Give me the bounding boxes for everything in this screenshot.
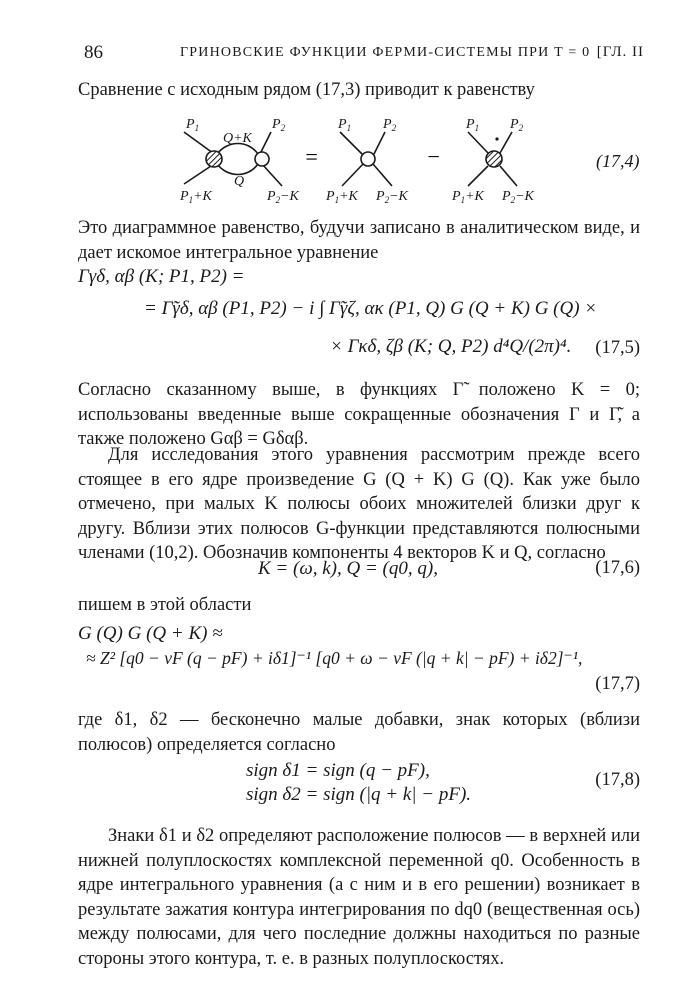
label-p1k: $P_1+K$ <box>180 189 212 205</box>
label-p2k-c: $P_2-K$ <box>502 189 534 205</box>
eq-17-7-line2: ≈ Z² [q0 − vF (q − pF) + iδ1]⁻¹ [q0 + ω − vF (|q + k| − pF) + iδ2]⁻¹, <box>86 648 583 668</box>
label-p1-c: $P_1$ <box>466 117 480 133</box>
label-qk: Q+K <box>223 131 252 146</box>
eq-17-6: K = (ω, k), Q = (q0, q), <box>258 558 438 579</box>
label-p2-b: $P_2$ <box>383 117 397 133</box>
vertex-open <box>255 152 269 166</box>
label-p1: $P_1$ <box>186 117 200 133</box>
equation-number-17-5: (17,5) <box>595 338 640 358</box>
running-header <box>84 42 644 66</box>
paragraph-kernel <box>78 443 640 566</box>
section-label: [ГЛ. II <box>596 44 644 60</box>
paragraph-poles-text: Знаки δ1 и δ2 определяют расположение полюсов — в верхней или нижней полуплоскостях комплексной переменной q0. Особенность в ядре интегрального уравнения (а с ним и в его решении) возникает в результате зажатия контура интегрирования по dq0 (вещественная ось) между полюсами, для чего последние должны находиться по разные стороны этого контура, т. е. в разных полуплоскостях. <box>78 826 640 969</box>
paragraph-gamma-note: Согласно сказанному выше, в функциях Γ̃ положено K = 0; использованы введенные выше сокращенные обозначения Γ и Γ̃, а также положено Gαβ = Gδαβ. <box>78 380 640 450</box>
label-p2: $P_2$ <box>272 117 286 133</box>
diagram-equation-17-4 <box>170 112 650 208</box>
vertex-hatched <box>206 151 222 167</box>
minus-sign: − <box>426 144 441 169</box>
diagram-hatched-vertex <box>468 132 517 186</box>
paragraph-delta-def: где δ1, δ2 — бесконечно малые добавки, знак которых (вблизи полюсов) определяется согласно <box>78 710 640 755</box>
label-q: Q <box>234 174 245 189</box>
paragraph-intro: Сравнение с исходным рядом (17,3) приводит к равенству <box>78 80 535 100</box>
paragraph-integral-eq: Это диаграммное равенство, будучи записано в аналитическом виде, и дает искомое интегральное уравнение <box>78 218 640 263</box>
eq-17-5-line1: Γγδ, αβ (K; P1, P2) = <box>78 266 245 287</box>
equation-number-17-8: (17,8) <box>595 770 640 790</box>
equation-number-17-4: (17,4) <box>596 151 640 171</box>
paragraph-in-region: пишем в этой области <box>78 595 252 615</box>
equation-number-17-6: (17,6) <box>595 558 640 578</box>
eq-17-8-line2: sign δ2 = sign (|q + k| − pF). <box>246 784 472 805</box>
eq-17-5-line2: = Γ̃γδ, αβ (P1, P2) − i ∫ Γ̃γζ, ακ (P1, Q) G (Q + K) G (Q) × <box>144 298 598 319</box>
page-number: 86 <box>84 42 103 63</box>
label-p1-b: $P_1$ <box>338 117 352 133</box>
propagator-q <box>217 164 258 175</box>
line-p2-in <box>261 132 271 152</box>
paragraph-poles <box>78 824 640 972</box>
label-p1k-c: $P_1+K$ <box>452 189 484 205</box>
dot-marker <box>495 137 498 140</box>
label-p2k-b: $P_2-K$ <box>376 189 408 205</box>
running-title: ГРИНОВСКИЕ ФУНКЦИИ ФЕРМИ-СИСТЕМЫ ПРИ T = 0 <box>180 45 591 60</box>
diagram-open-vertex <box>340 132 392 186</box>
eq-17-8-line1: sign δ1 = sign (q − pF), <box>246 760 430 781</box>
eq-17-7-line1: G (Q) G (Q + K) ≈ <box>78 623 223 644</box>
label-p2-c: $P_2$ <box>510 117 524 133</box>
equals-sign: = <box>304 144 319 169</box>
line-p2k-out <box>262 164 282 186</box>
paragraph-kernel-text: Для исследования этого уравнения рассмотрим прежде всего стоящее в его ядре произведение G (Q + K) G (Q). Как уже было отмечено, при малых K полюсы обоих множителей близки друг к другу. Вблизи этих полюсов G-функции представляются полюсными членами (10,2). Обозначив компоненты 4 векторов K и Q, согласно <box>78 445 640 564</box>
eq-17-5-line3: × Γκδ, ζβ (K; Q, P2) d⁴Q/(2π)⁴. <box>330 336 572 357</box>
equation-number-17-7: (17,7) <box>595 674 640 694</box>
label-p2k: $P_2-K$ <box>267 189 299 205</box>
label-p1k-b: $P_1+K$ <box>326 189 358 205</box>
